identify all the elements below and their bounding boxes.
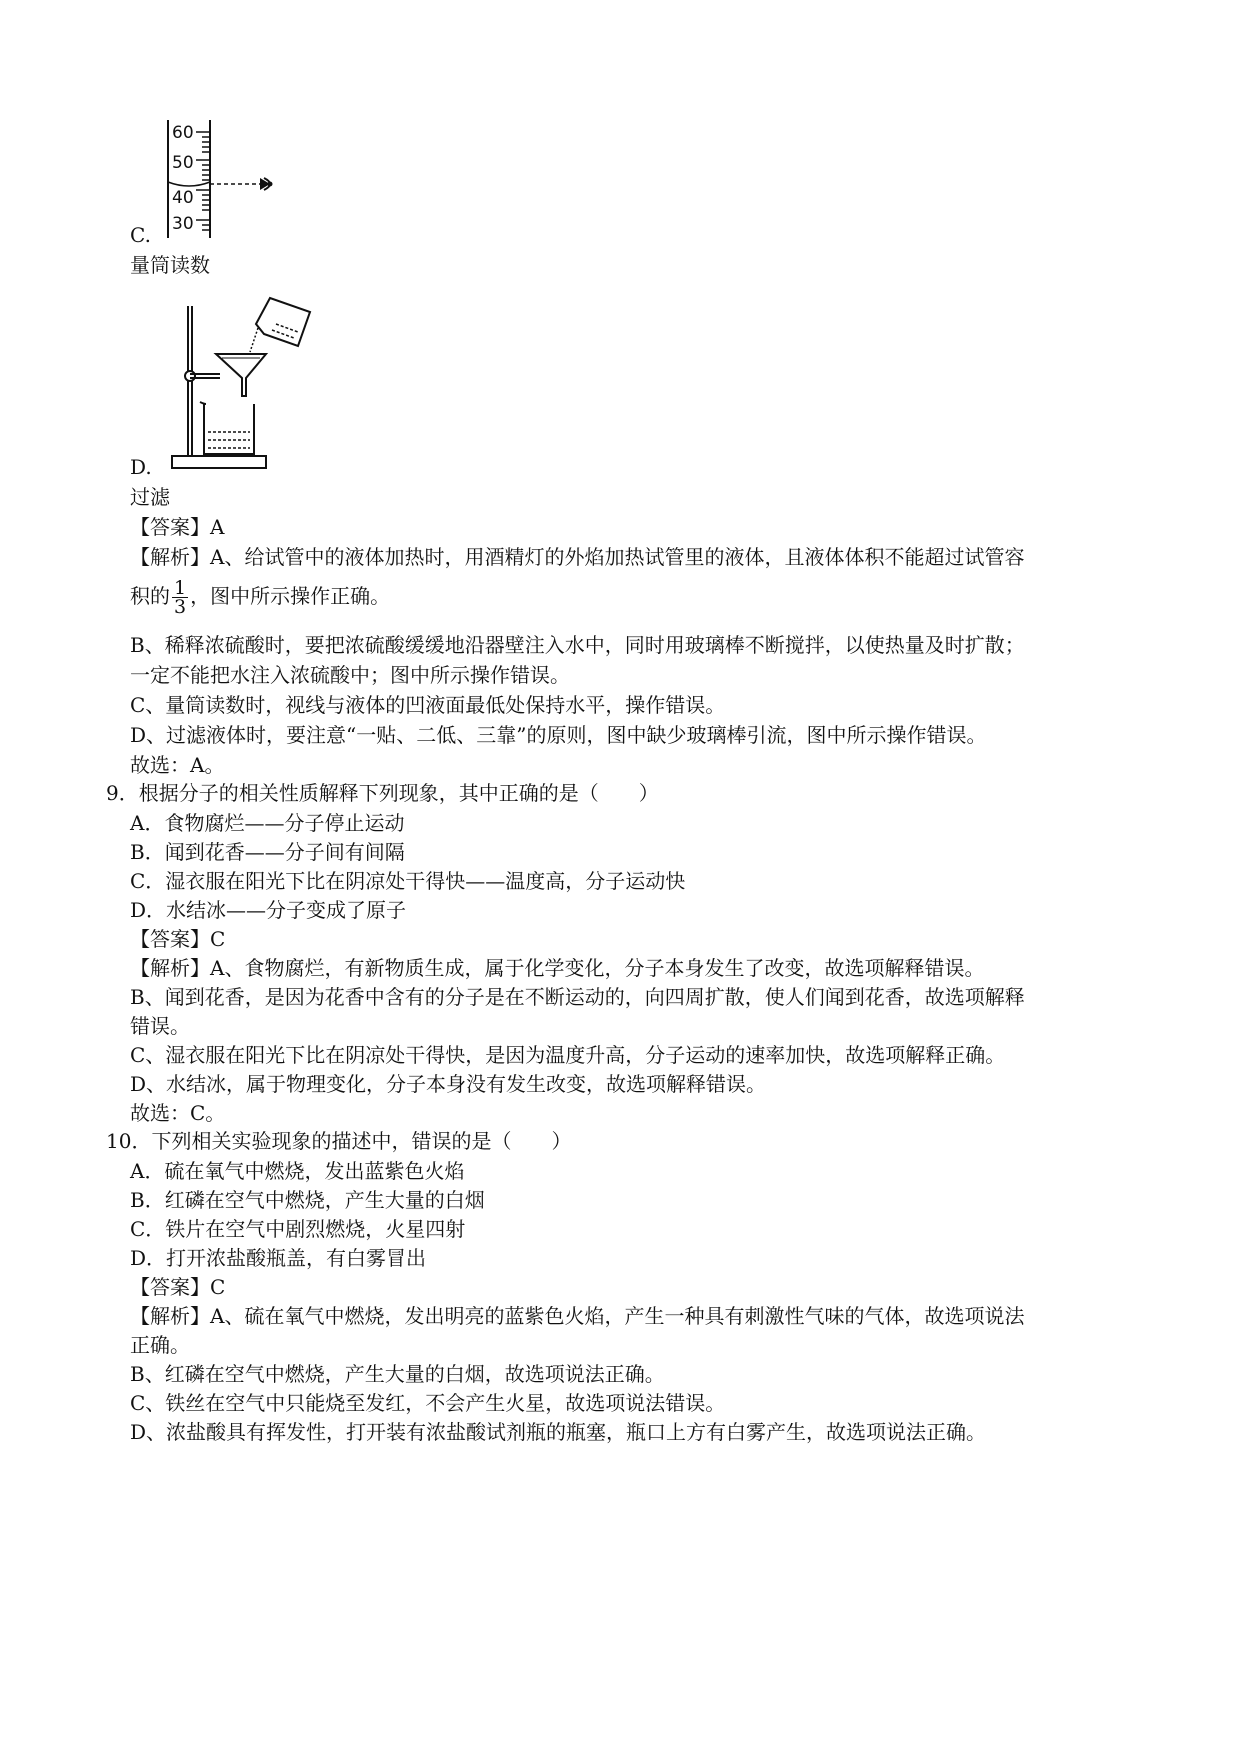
option-d-label: D. xyxy=(130,455,152,479)
q9-analysis-line: D、水结冰，属于物理变化，分子本身没有发生改变，故选项解释错误。 xyxy=(130,1072,767,1096)
q9-option-a: A．食物腐烂——分子停止运动 xyxy=(130,811,405,835)
q10-analysis-line: 【解析】A、硫在氧气中燃烧，发出明亮的蓝紫色火焰，产生一种具有刺激性气味的气体，故选项说法 xyxy=(130,1304,1025,1328)
q9-option-d: D．水结冰——分子变成了原子 xyxy=(130,898,407,922)
cylinder-tick-50: 50 xyxy=(172,153,194,173)
q9-answer: 【答案】C xyxy=(130,927,226,951)
option-c-label: C. xyxy=(130,223,151,247)
cylinder-tick-40: 40 xyxy=(172,188,194,208)
q8-analysis-a-pre: 积的 xyxy=(130,584,170,608)
q8-analysis-a-line1: 【解析】A、给试管中的液体加热时，用酒精灯的外焰加热试管里的液体，且液体体积不能超过试管容 xyxy=(130,545,1025,569)
q8-answer: 【答案】A xyxy=(130,515,225,539)
q9-analysis-line: 【解析】A、食物腐烂，有新物质生成，属于化学变化，分子本身发生了改变，故选项解释错误。 xyxy=(130,956,985,980)
filtration-figure xyxy=(166,294,316,474)
q10-option-c: C．铁片在空气中剧烈燃烧，火星四射 xyxy=(130,1217,466,1241)
q10-analysis-line: 正确。 xyxy=(130,1333,190,1357)
q9-analysis-line: C、湿衣服在阳光下比在阴凉处干得快，是因为温度升高，分子运动的速率加快，故选项解释正确。 xyxy=(130,1043,1006,1067)
q9-option-b: B．闻到花香——分子间有间隔 xyxy=(130,840,405,864)
q10-option-d: D．打开浓盐酸瓶盖，有白雾冒出 xyxy=(130,1246,427,1270)
q8-analysis-b-line1: B、稀释浓硫酸时，要把浓硫酸缓缓地沿器壁注入水中，同时用玻璃棒不断搅拌，以使热量及时扩散； xyxy=(130,633,1025,657)
option-d-caption: 过滤 xyxy=(130,485,170,509)
q8-analysis-a-post: ，图中所示操作正确。 xyxy=(190,584,391,608)
q8-analysis-c: C、量筒读数时，视线与液体的凹液面最低处保持水平，操作错误。 xyxy=(130,693,726,717)
q9-choice: 故选：C。 xyxy=(130,1101,226,1125)
q10-stem: 10．下列相关实验现象的描述中，错误的是（ ） xyxy=(106,1129,572,1153)
q10-answer: 【答案】C xyxy=(130,1275,226,1299)
fraction-one-third: $\frac{1}{3}$ xyxy=(174,577,187,618)
graduated-cylinder-figure xyxy=(160,118,290,240)
cylinder-tick-60: 60 xyxy=(172,123,194,143)
q8-choice: 故选：A。 xyxy=(130,753,225,777)
q10-analysis-line: C、铁丝在空气中只能烧至发红，不会产生火星，故选项说法错误。 xyxy=(130,1391,726,1415)
q10-analysis-line: D、浓盐酸具有挥发性，打开装有浓盐酸试剂瓶的瓶塞，瓶口上方有白雾产生，故选项说法正确。 xyxy=(130,1420,987,1444)
q9-analysis-line: 错误。 xyxy=(130,1014,190,1038)
option-c-caption: 量筒读数 xyxy=(130,253,210,277)
q9-analysis-line: B、闻到花香，是因为花香中含有的分子是在不断运动的，向四周扩散，使人们闻到花香，故选项解释 xyxy=(130,985,1025,1009)
q9-option-c: C．湿衣服在阳光下比在阴凉处干得快——温度高，分子运动快 xyxy=(130,869,686,893)
q10-option-a: A．硫在氧气中燃烧，发出蓝紫色火焰 xyxy=(130,1159,465,1183)
q8-analysis-d: D、过滤液体时，要注意“一贴、二低、三靠”的原则，图中缺少玻璃棒引流，图中所示操作错误。 xyxy=(130,723,987,747)
q8-analysis-a-line2 xyxy=(130,578,390,616)
cylinder-tick-30: 30 xyxy=(172,214,194,234)
q9-stem: 9．根据分子的相关性质解释下列现象，其中正确的是（ ） xyxy=(106,781,659,805)
q10-option-b: B．红磷在空气中燃烧，产生大量的白烟 xyxy=(130,1188,485,1212)
q10-analysis-line: B、红磷在空气中燃烧，产生大量的白烟，故选项说法正确。 xyxy=(130,1362,665,1386)
q8-analysis-b-line2: 一定不能把水注入浓硫酸中；图中所示操作错误。 xyxy=(130,663,570,687)
